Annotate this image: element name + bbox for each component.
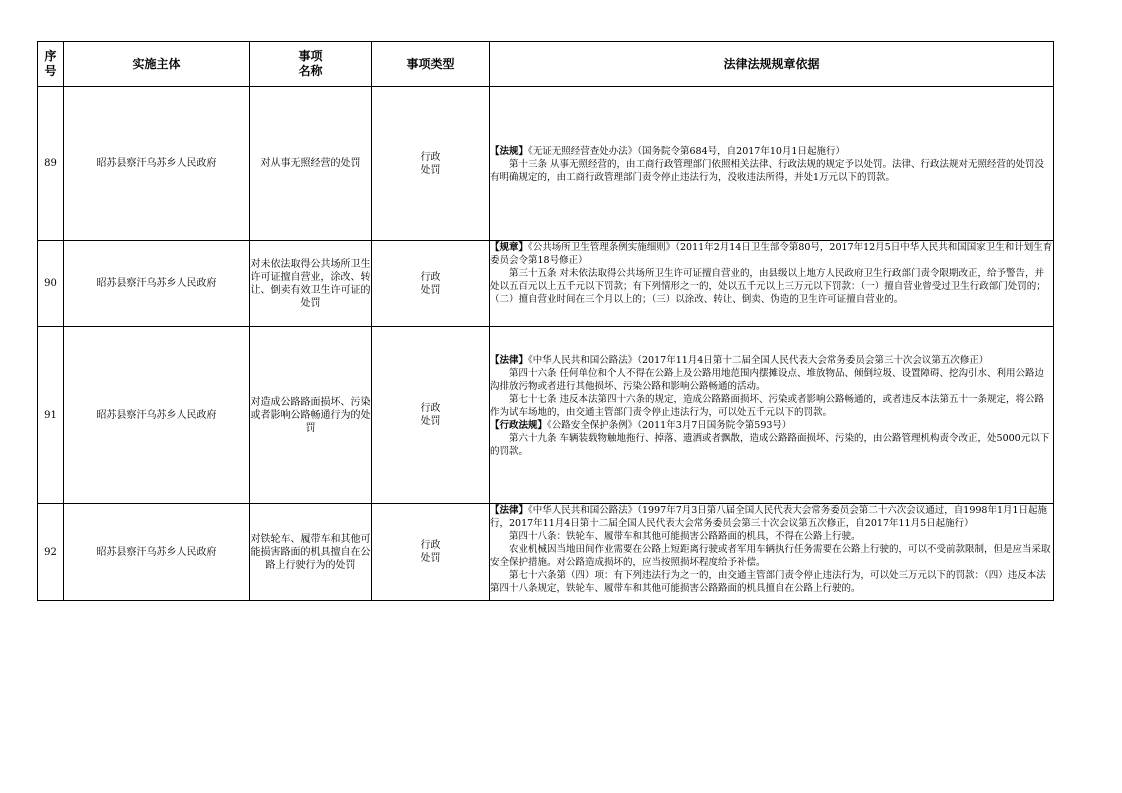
row-item-type: 行政 处罚 bbox=[372, 327, 490, 504]
basis-paragraph bbox=[490, 530, 1053, 543]
basis-text: 《中华人民共和国公路法》（1997年7月3日第八届全国人民代表大会常务委员会第二十六次会议通过，自1998年1月1日起施行，2017年11月4日第十二届全国人民代表大会常务委员会第三十次会议第五次修正，自2017年11月5日起施行） bbox=[490, 505, 1048, 529]
basis-text: 第六十九条 车辆装载物触地拖行、掉落、遗洒或者飘散，造成公路路面损坏、污染的，由公路管理机构责令改正，处5000元以下的罚款。 bbox=[490, 433, 1050, 457]
basis-type-tag: 【法律】 bbox=[490, 505, 529, 516]
header-subject: 实施主体 bbox=[64, 42, 250, 87]
header-item-name: 事项 名称 bbox=[250, 42, 372, 87]
row-item-name: 对铁轮车、履带车和其他可能损害路面的机具擅自在公路上行驶行为的处罚 bbox=[250, 504, 372, 601]
table-row bbox=[38, 87, 1054, 241]
row-seq: 91 bbox=[38, 327, 64, 504]
basis-type-tag: 【规章】 bbox=[490, 242, 529, 253]
basis-text: 第四十六条 任何单位和个人不得在公路上及公路用地范围内摆摊设点、堆放物品、倾倒垃圾、设置障碍、挖沟引水、利用公路边沟排放污物或者进行其他损坏、污染公路和影响公路畅通的活动。 bbox=[490, 368, 1045, 392]
basis-paragraph bbox=[490, 569, 1053, 595]
row-seq: 89 bbox=[38, 87, 64, 241]
basis-paragraph bbox=[490, 145, 1053, 158]
row-basis bbox=[490, 504, 1054, 601]
row-subject: 昭苏县察汗乌苏乡人民政府 bbox=[64, 87, 250, 241]
row-basis bbox=[490, 241, 1054, 327]
basis-text: 《公路安全保护条例》（2011年3月7日国务院令第593号） bbox=[547, 420, 792, 431]
basis-text: 第四十八条：铁轮车、履带车和其他可能损害公路路面的机具，不得在公路上行驶。 bbox=[509, 531, 861, 542]
basis-paragraph bbox=[490, 158, 1053, 184]
row-item-name: 对造成公路路面损坏、污染或者影响公路畅通行为的处罚 bbox=[250, 327, 372, 504]
basis-paragraph bbox=[490, 241, 1053, 267]
basis-text: 第三十五条 对未依法取得公共场所卫生许可证擅自营业的，由县级以上地方人民政府卫生行政部门责令限期改正，给予警告，并处以五百元以上五千元以下罚款；有下列情形之一的，处以五千元以上三万元以下罚款：（一）擅自营业曾受过卫生行政部门处罚的；（二）擅自营业时间在三个月以上的；（三）以涂改、转让、倒卖、伪造的卫生许可证擅自营业的。 bbox=[490, 268, 1046, 305]
basis-paragraph bbox=[490, 543, 1053, 569]
row-subject: 昭苏县察汗乌苏乡人民政府 bbox=[64, 327, 250, 504]
basis-paragraph bbox=[490, 354, 1053, 367]
row-item-type: 行政 处罚 bbox=[372, 87, 490, 241]
basis-type-tag: 【法规】 bbox=[490, 146, 529, 157]
row-item-name: 对未依法取得公共场所卫生许可证擅自营业，涂改、转让、倒卖有效卫生许可证的处罚 bbox=[250, 241, 372, 327]
row-item-type: 行政 处罚 bbox=[372, 241, 490, 327]
row-seq: 92 bbox=[38, 504, 64, 601]
basis-paragraph bbox=[490, 432, 1053, 458]
basis-paragraph bbox=[490, 504, 1053, 530]
basis-text: 第十三条 从事无照经营的，由工商行政管理部门依照相关法律、行政法规的规定予以处罚。法律、行政法规对无照经营的处罚没有明确规定的，由工商行政管理部门责令停止违法行为，没收违法所得，并处1万元以下的罚款。 bbox=[490, 159, 1045, 183]
row-seq: 90 bbox=[38, 241, 64, 327]
row-item-name: 对从事无照经营的处罚 bbox=[250, 87, 372, 241]
header-basis: 法律法规规章依据 bbox=[490, 42, 1054, 87]
table-row bbox=[38, 327, 1054, 504]
table-row bbox=[38, 241, 1054, 327]
basis-text: 农业机械因当地田间作业需要在公路上短距离行驶或者军用车辆执行任务需要在公路上行驶的，可以不受前款限制，但是应当采取安全保护措施。对公路造成损坏的，应当按照损坏程度给予补偿。 bbox=[490, 544, 1051, 568]
header-item-type: 事项类型 bbox=[372, 42, 490, 87]
basis-text: 第七十七条 违反本法第四十六条的规定，造成公路路面损坏、污染或者影响公路畅通的，或者违反本法第五十一条规定，将公路作为试车场地的，由交通主管部门责令停止违法行为，可以处五千元以下的罚款。 bbox=[490, 394, 1045, 418]
row-subject: 昭苏县察汗乌苏乡人民政府 bbox=[64, 241, 250, 327]
basis-paragraph bbox=[490, 367, 1053, 393]
header-row bbox=[38, 42, 1054, 87]
row-item-type: 行政 处罚 bbox=[372, 504, 490, 601]
basis-text: 《无证无照经营查处办法》（国务院令第684号，自2017年10月1日起施行） bbox=[528, 146, 845, 157]
row-basis bbox=[490, 87, 1054, 241]
basis-paragraph bbox=[490, 393, 1053, 419]
basis-paragraph bbox=[490, 419, 1053, 432]
table-row bbox=[38, 504, 1054, 601]
row-subject: 昭苏县察汗乌苏乡人民政府 bbox=[64, 504, 250, 601]
basis-text: 第七十六条第（四）项：有下列违法行为之一的，由交通主管部门责令停止违法行为，可以处三万元以下的罚款：（四）违反本法第四十八条规定，铁轮车、履带车和其他可能损害公路路面的机具擅自在公路上行驶的。 bbox=[490, 570, 1046, 594]
basis-text: 《公共场所卫生管理条例实施细则》（2011年2月14日卫生部令第80号，2017年12月5日中华人民共和国国家卫生和计划生育委员会令第18号修正） bbox=[490, 242, 1053, 266]
row-basis bbox=[490, 327, 1054, 504]
header-seq: 序 号 bbox=[38, 42, 64, 87]
basis-text: 《中华人民共和国公路法》（2017年11月4日第十二届全国人民代表大会常务委员会第三十次会议第五次修正） bbox=[528, 355, 989, 366]
basis-paragraph bbox=[490, 267, 1053, 306]
regulation-table bbox=[37, 41, 1054, 601]
basis-type-tag: 【法律】 bbox=[490, 355, 529, 366]
basis-type-tag: 【行政法规】 bbox=[490, 420, 548, 431]
